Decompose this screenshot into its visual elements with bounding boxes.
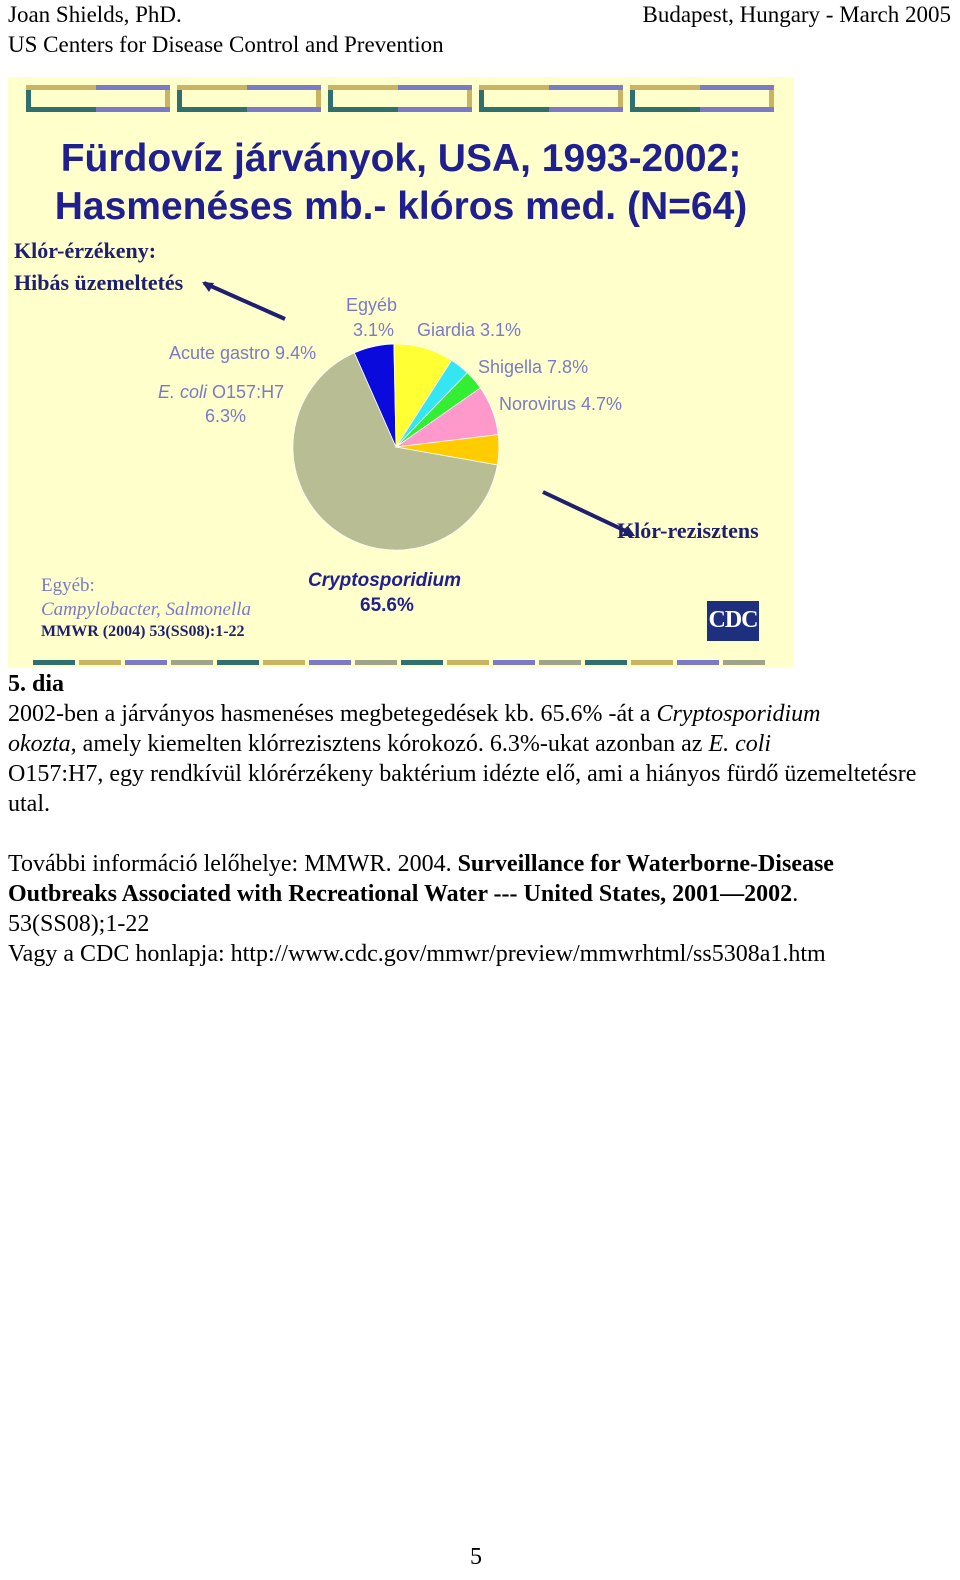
border-segment: [263, 660, 305, 665]
slide-image: [8, 77, 794, 667]
border-segment: [79, 660, 121, 665]
chlorine-sensitive-label: Klór-érzékeny:: [14, 238, 157, 263]
label-acute-gastro: Acute gastro 9.4%: [169, 343, 317, 363]
label-crypto-name: Cryptosporidium: [308, 570, 462, 591]
label-ecoli: [158, 381, 284, 403]
border-segment: [217, 660, 259, 665]
slide-number-label: 5. dia: [8, 671, 65, 697]
other-label: Egyéb:: [41, 575, 95, 596]
author-name: Joan Shields, PhD.: [8, 2, 182, 27]
p2-end: .: [792, 881, 799, 907]
chlorine-resistant-label: Klór-rezisztens: [617, 518, 759, 543]
border-segment: [539, 660, 581, 665]
notes-paragraph-2: [8, 849, 943, 939]
cdc-logo: CDC: [707, 601, 759, 641]
notes-paragraph-1: [8, 699, 938, 819]
p2-prefix: További információ lelőhelye: MMWR. 2004.: [8, 851, 458, 877]
other-organisms: Campylobacter, Salmonella: [41, 599, 252, 620]
p1-crypto: Cryptosporidium: [656, 701, 821, 727]
label-ecoli-italic: E. coli: [158, 382, 208, 402]
p1-okozta: okozta: [8, 731, 71, 757]
label-egyeb-value: 3.1%: [353, 320, 395, 340]
label-ecoli-strain: O157:H7: [207, 382, 285, 402]
label-shigella: Shigella 7.8%: [478, 357, 589, 377]
border-segment: [723, 660, 765, 665]
slide-title-line2: Hasmenéses mb.- klóros med. (N=64): [54, 185, 748, 228]
border-segment: [401, 660, 443, 665]
place-date: Budapest, Hungary - March 2005: [642, 2, 951, 27]
p1-ecoli: E. coli: [708, 731, 772, 757]
border-segment: [677, 660, 719, 665]
border-segment: [33, 660, 75, 665]
label-egyeb-name: Egyéb: [346, 295, 398, 315]
label-ecoli-value: 6.3%: [205, 406, 247, 426]
border-segment: [309, 660, 351, 665]
chlorine-sensitive-sublabel: Hibás üzemeltetés: [14, 270, 184, 295]
border-segment: [171, 660, 213, 665]
border-segment: [125, 660, 167, 665]
page-number: 5: [470, 1544, 482, 1570]
border-segment: [631, 660, 673, 665]
label-norovirus: Norovirus 4.7%: [499, 394, 623, 414]
p1-text-c: O157:H7, egy rendkívül klórérzékeny baktérium idézte elő, ami a hiányos fürdő üzemeltetésre utal.: [8, 761, 917, 817]
citation: MMWR (2004) 53(SS08):1-22: [41, 623, 245, 640]
p2-title: Surveillance for Waterborne-Disease Outbreaks Associated with Recreational Water --- United States, 2001—2002: [8, 851, 834, 907]
border-segment: [585, 660, 627, 665]
organization: US Centers for Disease Control and Prevention: [8, 32, 444, 57]
p1-text-a: 2002-ben a járványos hasmenéses megbetegedések kb. 65.6% -át a: [8, 701, 657, 727]
label-crypto-value: 65.6%: [360, 595, 414, 616]
border-segment: [355, 660, 397, 665]
border-segment: [493, 660, 535, 665]
slide-title-line1: Fürdovíz járványok, USA, 1993-2002;: [60, 137, 742, 180]
border-segment: [447, 660, 489, 665]
p1-text-b: , amely kiemelten klórrezisztens kórokozó. 6.3%-ukat azonban az: [70, 731, 709, 757]
label-giardia: Giardia 3.1%: [417, 320, 522, 340]
cdc-website-line: Vagy a CDC honlapja: http://www.cdc.gov/mmwr/preview/mmwrhtml/ss5308a1.htm: [8, 941, 826, 967]
p2-reference: 53(SS08);1-22: [8, 911, 150, 937]
slide-bottom-border: [8, 660, 794, 667]
